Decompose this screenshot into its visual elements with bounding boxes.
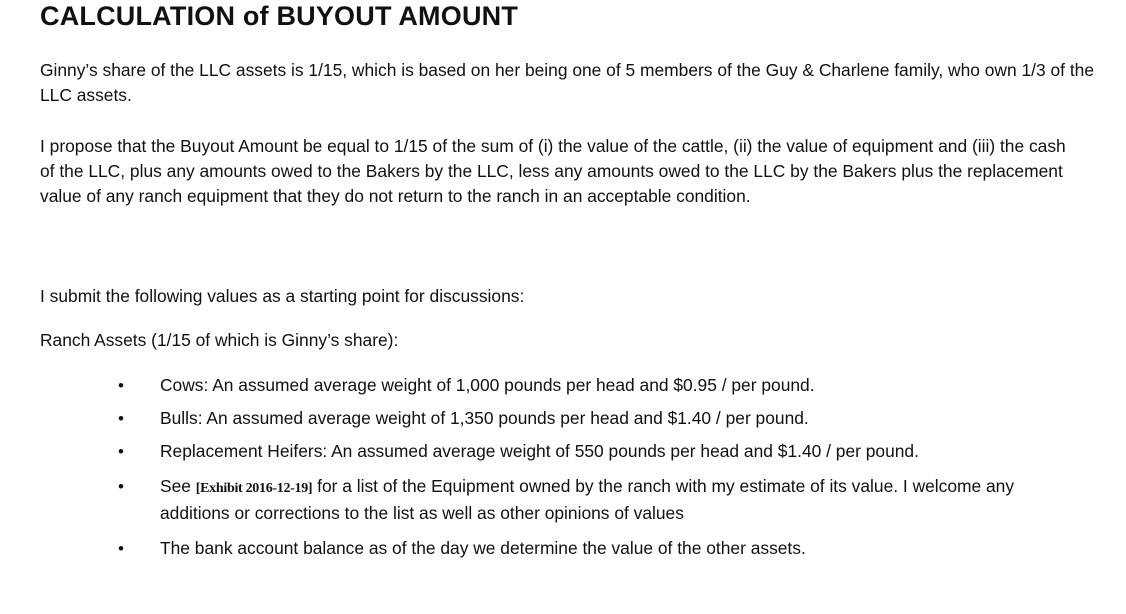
bullet-icon: • <box>118 409 124 428</box>
ranch-assets-heading: Ranch Assets (1/15 of which is Ginny’s share): <box>40 330 399 350</box>
bullet-icon: • <box>118 376 124 395</box>
equipment-text-post: for a list of the Equipment owned by the ranch with my estimate of its value. I welcome any additions or corrections to the list as well as other opinions of values <box>160 476 1015 523</box>
document-body <box>40 0 1100 558</box>
share-paragraph: Ginny’s share of the LLC assets is 1/15, which is based on her being one of 5 members of the Guy & Charlene family, who own 1/3 of the LLC assets. <box>40 60 1095 105</box>
bullet-icon: • <box>118 477 124 496</box>
submit-paragraph: I submit the following values as a starting point for discussions: <box>40 286 525 306</box>
list-item-bank <box>40 536 1100 561</box>
document-title: CALCULATION of BUYOUT AMOUNT <box>40 1 519 31</box>
bulls-text: Bulls: An assumed average weight of 1,350 pounds per head and $1.40 / per pound. <box>160 408 809 428</box>
heifers-text: Replacement Heifers: An assumed average weight of 550 pounds per head and $1.40 / per pound. <box>160 441 919 461</box>
exhibit-reference: [Exhibit 2016-12-19] <box>195 481 313 496</box>
proposal-paragraph: I propose that the Buyout Amount be equal to 1/15 of the sum of (i) the value of the cattle, (ii) the value of equipment and (iii) the cash of the LLC, plus any amounts owed to the Bakers by the LLC, less any amounts owed to the LLC by the Bakers plus the replacement value of any ranch equipment that they do not return to the ranch in an acceptable condition. <box>40 136 1066 206</box>
equipment-text-pre: See <box>160 476 196 496</box>
asset-bullet-list <box>40 373 1100 571</box>
list-item-equipment <box>40 474 1100 526</box>
list-item-heifers <box>40 439 1100 464</box>
bullet-icon: • <box>118 539 124 558</box>
bullet-icon: • <box>118 442 124 461</box>
bank-text: The bank account balance as of the day we determine the value of the other assets. <box>160 538 806 558</box>
list-item-cows <box>40 373 1100 398</box>
cows-text: Cows: An assumed average weight of 1,000 pounds per head and $0.95 / per pound. <box>160 375 815 395</box>
list-item-bulls <box>40 406 1100 431</box>
